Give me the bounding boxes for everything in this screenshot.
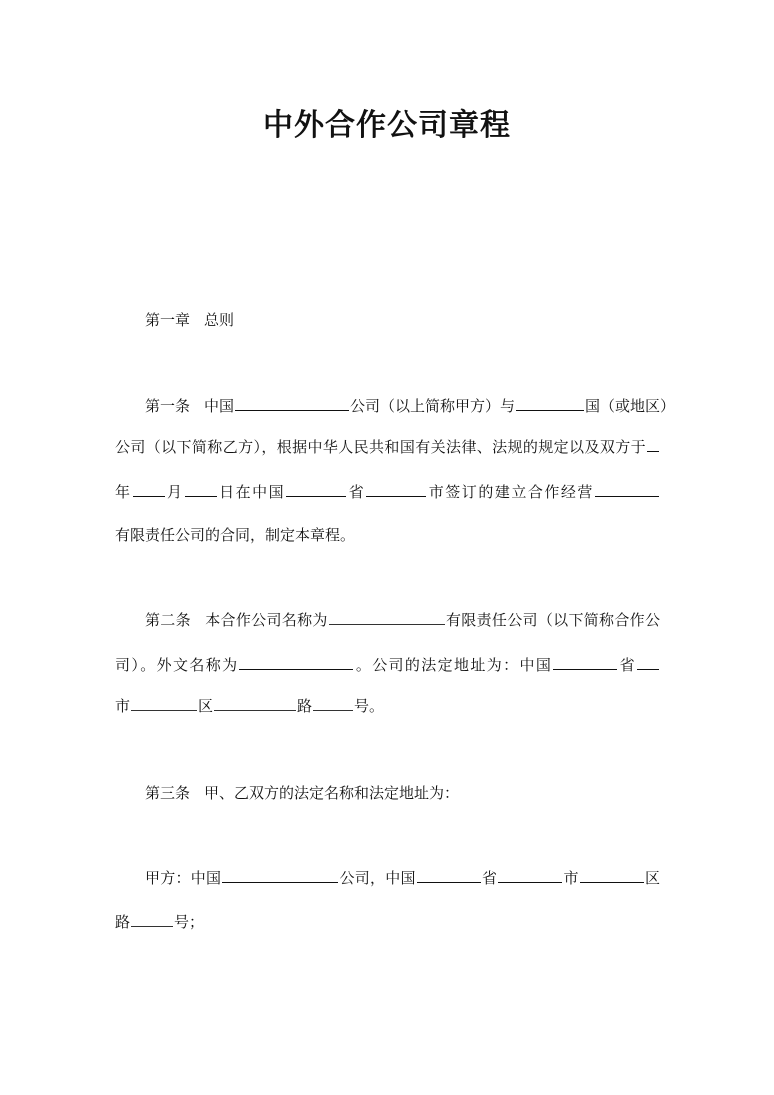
article2-text: 区 (198, 697, 214, 715)
blank-year-prefix[interactable] (647, 450, 659, 452)
blank-country[interactable] (516, 409, 584, 411)
article2-text: 有限责任公司（以下简称合作公 (445, 611, 660, 629)
article3-text: 甲、乙双方的法定名称和法定地址为： (204, 784, 460, 802)
article1-line4 (115, 525, 660, 545)
document-title: 中外合作公司章程 (263, 108, 511, 143)
blank-road[interactable] (131, 925, 173, 927)
blank-province[interactable] (553, 668, 617, 670)
article1-line1 (145, 396, 676, 416)
article3-label: 第三条 (145, 784, 191, 802)
article3-line1 (145, 783, 660, 803)
party-a-text: 省 (481, 869, 498, 887)
article1-text: 市签订的建立合作经营 (427, 483, 594, 501)
article2-line2 (115, 655, 660, 675)
blank-day[interactable] (185, 495, 217, 497)
party-a-text: 公司，中国 (339, 869, 416, 887)
article1-text: 有限责任公司的合同，制定本章程。 (115, 526, 356, 544)
blank-city[interactable] (366, 495, 426, 497)
article2-label: 第二条 (145, 611, 191, 629)
blank-month[interactable] (133, 495, 165, 497)
article1-text: 年 (115, 483, 132, 501)
party-a-line1 (145, 868, 660, 888)
article1-line2 (115, 437, 660, 457)
article1-text: 月 (165, 483, 184, 501)
article2-text: 市 (115, 697, 131, 715)
blank-city[interactable] (498, 881, 562, 883)
article1-text: 中国 (204, 397, 235, 415)
article2-text: 号。 (354, 697, 385, 715)
article1-text: 公司（以上简称甲方）与 (350, 397, 516, 415)
blank-company-name[interactable] (329, 623, 445, 625)
blank-road[interactable] (313, 709, 353, 711)
party-a-text: 号； (174, 913, 205, 931)
blank-foreign-name[interactable] (239, 668, 353, 670)
chapter-heading (145, 310, 660, 330)
article2-text: 司）。外文名称为 (115, 656, 239, 674)
article2-line3 (115, 696, 660, 716)
article2-text: 路 (297, 697, 313, 715)
article1-text: 省 (347, 483, 366, 501)
article2-line1 (145, 610, 660, 630)
article1-text: 日在中国 (217, 483, 286, 501)
article2-text: 。公司的法定地址为：中国 (354, 656, 553, 674)
party-a-line2 (115, 912, 660, 932)
party-a-text: 甲方：中国 (145, 869, 222, 887)
party-a-text: 市 (563, 869, 579, 887)
article1-line3 (115, 482, 660, 502)
blank-province[interactable] (417, 881, 481, 883)
blank-city-prefix[interactable] (637, 668, 659, 670)
chapter-label: 第一章 (145, 311, 191, 329)
chapter-name: 总则 (204, 311, 235, 329)
blank-company-a[interactable] (235, 409, 349, 411)
article2-text: 本合作公司名称为 (204, 611, 328, 629)
article1-label: 第一条 (145, 397, 191, 415)
article2-text: 省 (618, 656, 636, 674)
blank-province[interactable] (286, 495, 346, 497)
article1-text: 国（或地区） (585, 397, 676, 415)
party-a-text: 路 (115, 913, 131, 931)
party-a-text: 区 (644, 869, 660, 887)
blank-district[interactable] (580, 881, 644, 883)
article1-text: 公司（以下简称乙方），根据中华人民共和国有关法律、法规的规定以及双方于 (115, 438, 646, 456)
blank-company[interactable] (222, 881, 338, 883)
blank-venture-name[interactable] (595, 495, 659, 497)
blank-city[interactable] (131, 709, 197, 711)
blank-district[interactable] (214, 709, 296, 711)
